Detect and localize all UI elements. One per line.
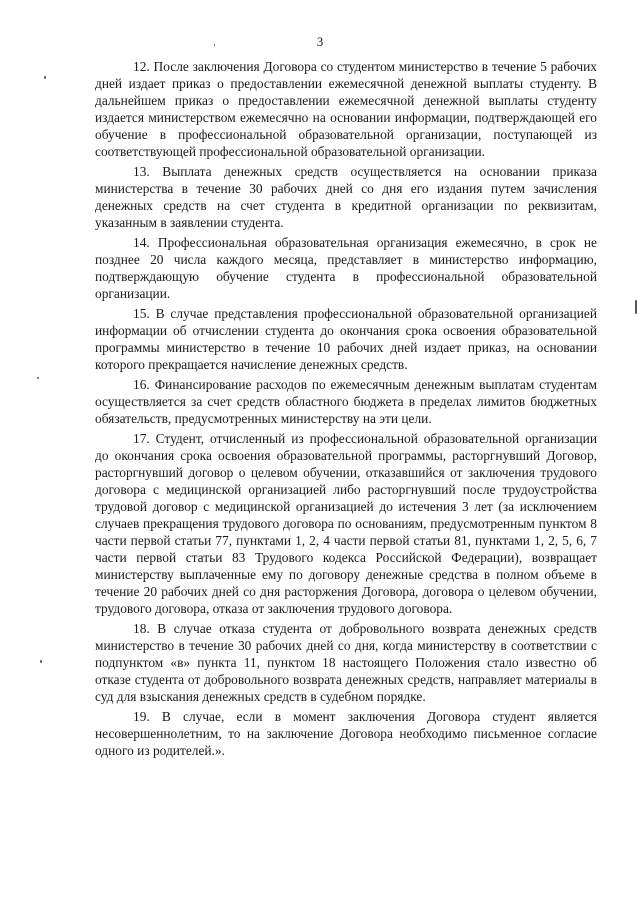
paragraph-14: 14. Профессиональная образовательная организация ежемесячно, в срок не позднее 20 числа каждого месяца, представляет в министерство информацию, подтверждающую обучение студента в профессиональной образовательной организации. <box>95 235 597 301</box>
scan-speck <box>635 300 637 314</box>
scan-speck <box>40 660 42 663</box>
paragraph-17: 17. Студент, отчисленный из профессиональной образовательной организации до окончания срока освоения образовательной программы, расторгнувший Договор, расторгнувший договор о целевом обучении, отказавшийся от заключения трудового договора с медицинской организацией либо расторгнувший после трудоустройства трудовой договор с медицинской организацией до истечения 3 лет (за исключением случаев прекращения трудового договора по основаниям, предусмотренным пунктом 8 части первой статьи 77, пунктами 1, 2, 4 части первой статьи 81, пунктами 1, 2, 5, 6, 7 части первой статьи 83 Трудового кодекса Российской Федерации), возвращает министерству выплаченные ему по договору денежные средства в полном объеме в течение 20 рабочих дней со дня расторжения Договора, договора о целевом обучении, трудового договора, отказа от заключения трудового договора. <box>95 431 597 616</box>
paragraph-13: 13. Выплата денежных средств осуществляется на основании приказа министерства в течение 30 рабочих дней со дня его издания путем зачисления денежных средств на счет студента в кредитной организации по реквизитам, указанным в заявлении студента. <box>95 164 597 230</box>
document-body <box>95 58 597 762</box>
paragraph-15: 15. В случае представления профессиональной образовательной организацией информации об отчислении студента до окончания срока освоения образовательной программы министерство в течение 10 рабочих дней издает приказ, на основании которого прекращается начисление денежных средств. <box>95 306 597 372</box>
paragraph-16: 16. Финансирование расходов по ежемесячным денежным выплатам студентам осуществляется за счет средств областного бюджета в пределах лимитов бюджетных обязательств, предусмотренных министерству на эти цели. <box>95 377 597 426</box>
scan-speck <box>37 377 39 379</box>
scan-speck <box>44 76 46 79</box>
page-number: 3 <box>316 34 324 49</box>
paragraph-18: 18. В случае отказа студента от добровольного возврата денежных средств министерство в течение 30 рабочих дней со дня, когда министерству в соответствии с подпунктом «в» пункта 11, пунктом 18 настоящего Положения стало известно об отказе студента от добровольного возврата денежных средств, направляет материалы в суд для взыскания денежных средств в судебном порядке. <box>95 621 597 704</box>
paragraph-12: 12. После заключения Договора со студентом министерство в течение 5 рабочих дней издает приказ о предоставлении ежемесячной денежной выплаты студенту. В дальнейшем приказ о предоставлении ежемесячной денежной выплаты студенту издается министерством ежемесячно на основании информации, подтверждающей его обучение в профессиональной образовательной организации, поступающей из соответствующей профессиональной образовательной организации. <box>95 59 597 159</box>
scan-speck <box>214 44 215 46</box>
paragraph-19: 19. В случае, если в момент заключения Договора студент является несовершеннолетним, то на заключение Договора необходимо письменное согласие одного из родителей.». <box>95 709 597 758</box>
